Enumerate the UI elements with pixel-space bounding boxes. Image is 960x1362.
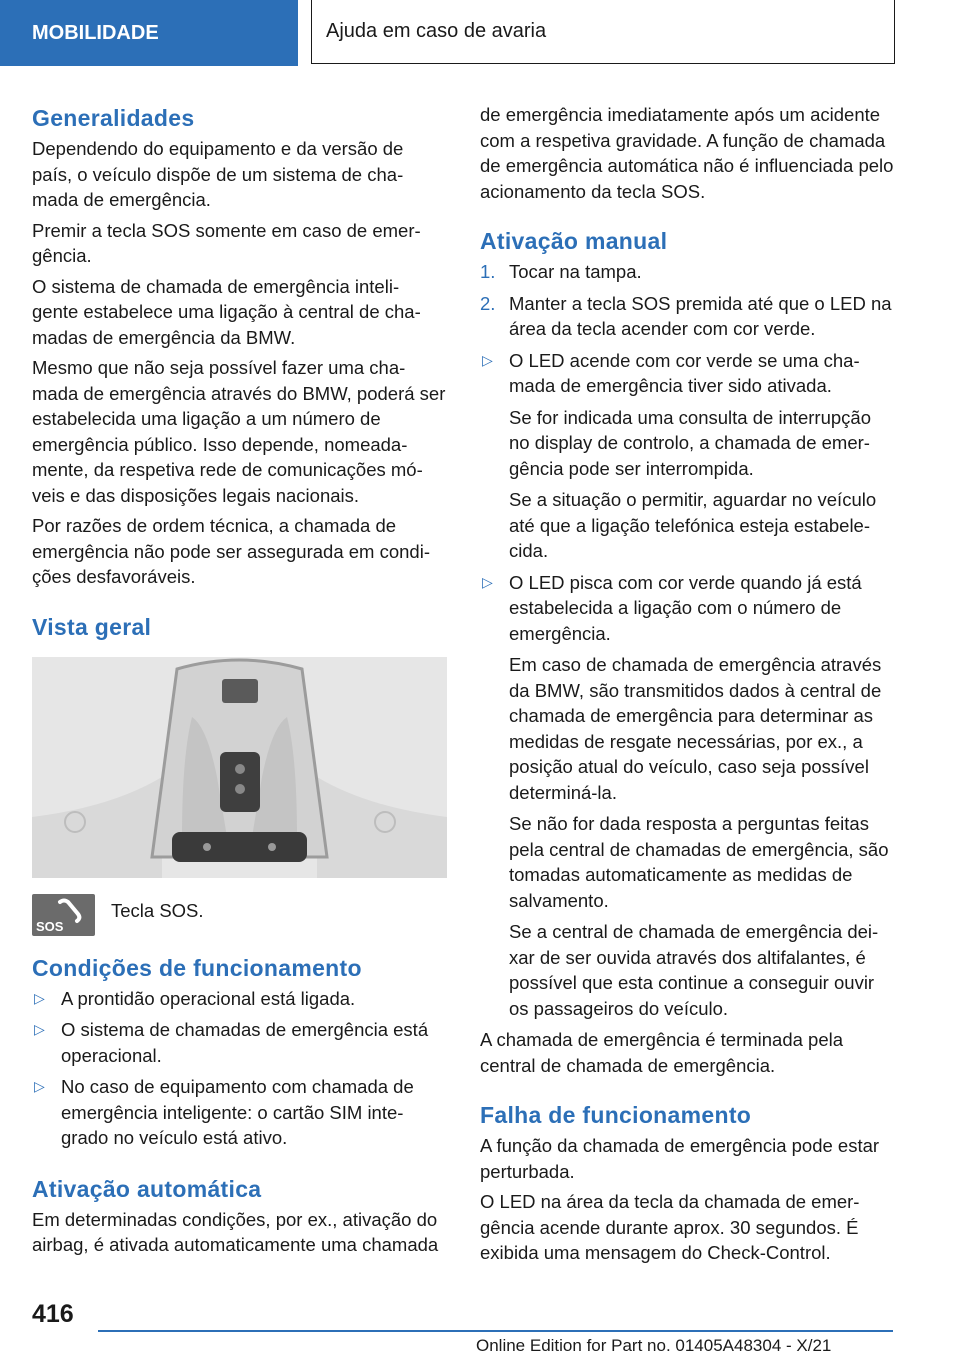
legend-text: Tecla SOS. <box>111 899 204 921</box>
page-header <box>0 0 960 66</box>
sos-key-icon <box>32 894 95 936</box>
list-item: ▷ O LED acende com cor verde se uma cha- mada de emergência tiver sido ativada. <box>482 349 860 396</box>
legend-row <box>32 894 447 936</box>
heading-condicoes: Condições de funcionamento <box>32 954 362 981</box>
paragraph: A função da chamada de emergência pode estar perturbada. <box>480 1135 880 1182</box>
paragraph: A chamada de emergência é terminada pela central de chamada de emergência. <box>480 1029 844 1076</box>
triangle-bullet-icon: ▷ <box>34 1078 45 1094</box>
overhead-console-photo <box>32 657 447 878</box>
paragraph: Mesmo que não seja possível fazer uma cha- mada de emergência através do BMW, poderá ser estabelecida uma ligação a um número de emergência público. Isso depende, nomeada- mente, da respetiva rede de comunicações mó- veis e das disposições legais nacionais. <box>32 357 446 506</box>
steps-list <box>480 259 895 342</box>
paragraph: Em determinadas condições, por ex., ativação do airbag, é ativada automaticamente uma chamada <box>32 1208 439 1255</box>
footer-divider <box>98 1330 893 1332</box>
chapter-title: Ajuda em caso de avaria <box>311 0 895 64</box>
paragraph: Dependendo do equipamento e da versão de país, o veículo dispõe de um sistema de cha- mada de emergência. <box>32 138 404 210</box>
results-list <box>480 348 895 399</box>
paragraph: O sistema de chamada de emergência inteli- gente estabelece uma ligação à central de cha- madas de emergência da BMW. <box>32 275 421 348</box>
list-item: ▷ O sistema de chamadas de emergência está operacional. <box>34 1019 429 1066</box>
results-list <box>480 570 895 647</box>
left-column <box>32 100 447 1263</box>
triangle-bullet-icon: ▷ <box>34 989 45 1006</box>
list-item: ▷ O LED pisca com cor verde quando já está estabelecida a ligação com o número de emergência. <box>482 571 862 644</box>
sub-paragraph: Se for indicada uma consulta de interrupção no display de controlo, a chamada de emer- gência pode ser interrompida. <box>509 406 871 479</box>
step-item: 2. Manter a tecla SOS premida até que o LED na área da tecla acender com cor verde. <box>480 292 892 339</box>
triangle-bullet-icon: ▷ <box>34 1021 45 1037</box>
paragraph: de emergência imediatamente após um acidente com a respetiva gravidade. A função de chamada de emergência automática não é influenciada pelo acionamento da tecla SOS. <box>480 104 894 202</box>
right-column <box>480 102 895 1271</box>
list-item: ▷ No caso de equipamento com chamada de emergência inteligente: o cartão SIM inte- grado no veículo está ativo. <box>34 1076 414 1148</box>
sos-icon-label: SOS <box>36 918 64 934</box>
heading-vista-geral: Vista geral <box>32 613 152 640</box>
page-number: 416 <box>32 1300 74 1328</box>
sub-paragraph: Em caso de chamada de emergência através da BMW, são transmitidos dados à central de chamada de emergência para determinar as medidas de resgate necessárias, por ex., a posição atual do veículo, caso seja possível determiná-la. <box>509 654 882 803</box>
sub-paragraph: Se a situação o permitir, aguardar no veículo até que a ligação telefónica esteja estabele- cida. <box>509 489 877 561</box>
paragraph: Premir a tecla SOS somente em caso de emer- gência. <box>32 219 421 266</box>
step-item: 1. Tocar na tampa. <box>480 261 642 282</box>
sub-paragraph: Se não for dada resposta a perguntas feitas pela central de chamadas de emergência, são tomadas automaticamente as medidas de salvamento. <box>509 813 889 911</box>
triangle-bullet-icon: ▷ <box>482 351 493 368</box>
heading-generalidades: Generalidades <box>32 105 195 131</box>
heading-falha: Falha de funcionamento <box>480 1102 752 1128</box>
overhead-console-illustration <box>32 657 447 878</box>
conditions-list <box>32 986 447 1151</box>
paragraph: Por razões de ordem técnica, a chamada de emergência não pode ser assegurada em condi- ções desfavoráveis. <box>32 515 430 587</box>
edition-note: Online Edition for Part no. 01405A48304 - X/21 <box>476 1336 832 1355</box>
triangle-bullet-icon: ▷ <box>482 573 493 590</box>
heading-ativacao-automatica: Ativação automática <box>32 1175 262 1202</box>
section-tab[interactable]: MOBILIDADE <box>0 0 298 66</box>
heading-ativacao-manual: Ativação manual <box>480 228 668 254</box>
sub-paragraph: Se a central de chamada de emergência dei- xar de ser ouvida através dos altifalantes, é possível que esta continue a conseguir ouvir os passageiros do veículo. <box>509 921 879 1019</box>
paragraph: O LED na área da tecla da chamada de emer- gência acende durante aprox. 30 segundos. É exibida uma mensagem do Check-Control. <box>480 1191 860 1263</box>
list-item: ▷ A prontidão operacional está ligada. <box>32 986 447 1012</box>
